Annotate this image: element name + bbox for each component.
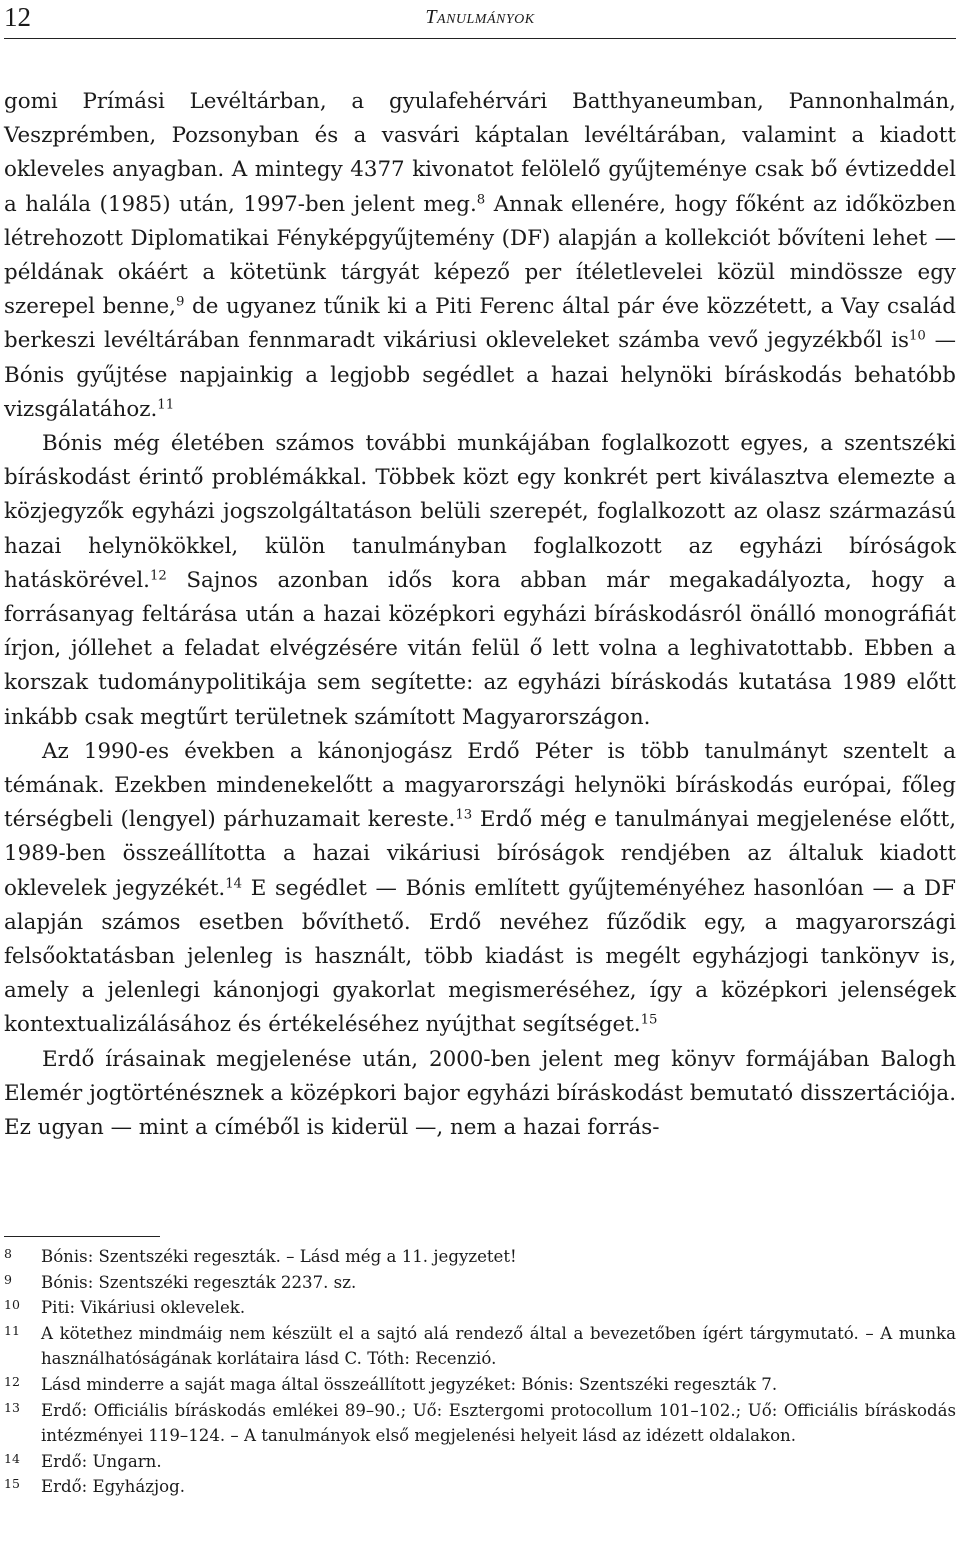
footnote-ref-10[interactable]: 10 [908,329,926,345]
footnote-ref-11[interactable]: 11 [157,397,175,413]
text-run: de ugyanez tűnik ki a Piti Ferenc által pár éve közzétett, a Vay család berkeszi levéltárában fennmaradt vikáriusi okleveleket számba vevő jegyzékből is [4,294,956,354]
running-header [4,0,956,39]
body-text [4,85,956,1145]
footnote-ref-8[interactable]: 8 [476,192,486,208]
footnote [4,1270,956,1296]
section-title: Tanulmányok [425,6,535,28]
footnote-text: Bónis: Szentszéki regeszták. – Lásd még a 11. jegyzetet! [41,1247,517,1266]
paragraph-1 [4,85,956,427]
footnote-separator [4,1236,160,1237]
footnote-ref-15[interactable]: 15 [640,1013,658,1029]
footnote [4,1295,956,1321]
footnote [4,1398,956,1449]
text-run: gomi Prímási Levéltárban, a gyulafehérvári Batthyaneumban, Pannonhalmán, Veszprémben, Pozsonyban és a vasvári káptalan levéltárában, valamint a kiadott okleveles anyagban. A mintegy 4377 kivonatot felölelő gyűjteménye csak bő évtizeddel a halála (1985) után, 1997-ben jelent meg. [4,89,956,217]
text-run: Annak ellenére, hogy főként az időközben létrehozott Diplomatikai Fényképgyűjtemény (DF) alapján a kollekciót bővíteni lehet — példának okáért a kötetünk tárgyát képező per ítéletlevelei közül mindössze egy szerepel benne, [4,191,956,320]
footnote-number: 11 [4,1322,20,1338]
page-number: 12 [4,2,31,32]
footnotes [4,1244,956,1500]
footnote-text: Erdő: Egyházjog. [41,1477,185,1497]
text-run: Erdő még e tanulmányai megjelenése előtt, 1989-ben összeállította a hazai vikáriusi bíróságok rendjében az általuk kiadott oklevelek jegyzékét. [4,807,957,901]
footnote-ref-14[interactable]: 14 [225,876,243,892]
footnote-text: A kötethez mindmáig nem készült el a sajtó alá rendező által a bevezetőben ígért tárgymutató. – A munka használhatóságának korlátaira lásd C. Tóth: Recenzió. [41,1323,956,1369]
footnote-ref-13[interactable]: 13 [455,807,473,823]
text-run: Az 1990-es években a kánonjogász Erdő Péter is több tanulmányt szentelt a témának. Ezekben mindenekelőtt a magyarországi helynöki bíráskodás európai, főleg térségbeli (lengyel) párhuzamait kereste. [4,738,956,833]
footnote [4,1372,956,1398]
text-run: Erdő írásainak megjelenése után, 2000-ben jelent meg könyv formájában Balogh Elemér jogtörténésznek a középkori bajor egyházi bíráskodást bemutató disszertációja. Ez ugyan — mint a címéből is kiderül —, nem a hazai forrás- [4,1046,956,1141]
footnote-ref-12[interactable]: 12 [149,568,167,584]
footnote-number: 14 [4,1450,20,1466]
footnote-text: Erdő: Ungarn. [41,1451,162,1471]
footnote [4,1244,956,1270]
footnote-text: Erdő: Officiális bíráskodás emlékei 89–90.; Uő: Esztergomi protocollum 101–102.; Uő: Officiális bíráskodás intézményei 119–124. – A tanulmányok első megjelenési helyeit lásd az idézett oldalakon. [41,1400,956,1446]
text-run: Sajnos azonban idős kora abban már megakadályozta, hogy a forrásanyag feltárása után a hazai középkori egyházi bíráskodásról önálló monográfiát írjon, jóllehet a feladat elvégzésére vitán felül ő lett volna a leghivatottabb. Ebben a korszak tudománypolitikája sem segítette: az egyházi bíráskodás kutatása 1989 előtt inkább csak megtűrt területnek számított Magyarországon. [4,567,956,730]
paragraph-3 [4,735,956,1043]
document-page [4,0,956,1549]
footnote-number: 9 [4,1271,12,1287]
footnote-number: 10 [4,1297,20,1313]
footnote-number: 8 [4,1246,12,1261]
paragraph-2 [4,427,956,735]
text-run: E segédlet — Bónis említett gyűjteményéhez hasonlóan — a DF alapján számos esetben bővíthető. Erdő nevéhez fűződik egy, a magyarországi felsőoktatásban jelenleg is használt, több kiadást is megélt egyházjogi tankönyv is, amely a jelenlegi kánonjogi gyakorlat megismeréséhez, így a középkori jelenségek kontextualizálásához és értékeléséhez nyújthat segítséget. [4,875,956,1038]
footnote [4,1321,956,1372]
text-run: Bónis még életében számos további munkájában foglalkozott egyes, a szentszéki bíráskodást érintő problémákkal. Többek közt egy konkrét pert kiválasztva elemezte a közjegyzők egyházi jogszolgáltatáson belüli szerepét, foglalkozott az olasz származású hazai helynökökkel, külön tanulmányban foglalkozott az egyházi bíróságok hatáskörével. [4,431,956,593]
footnote-text: Lásd minderre a saját maga által összeállított jegyzéket: Bónis: Szentszéki regeszták 7. [41,1374,778,1394]
footnote-ref-9[interactable]: 9 [175,294,185,310]
paragraph-4 [4,1043,956,1146]
text-run: — Bónis gyűjtése napjainkig a legjobb segédlet a hazai helynöki bíráskodás behatóbb vizsgálatához. [4,328,956,422]
footnote-number: 15 [4,1476,20,1492]
footnote [4,1474,956,1500]
footnote-number: 13 [4,1399,20,1415]
footnote-text: Piti: Vikáriusi oklevelek. [41,1298,246,1318]
footnote [4,1449,956,1475]
footnote-text: Bónis: Szentszéki regeszták 2237. sz. [41,1272,357,1292]
footnote-number: 12 [4,1373,20,1389]
